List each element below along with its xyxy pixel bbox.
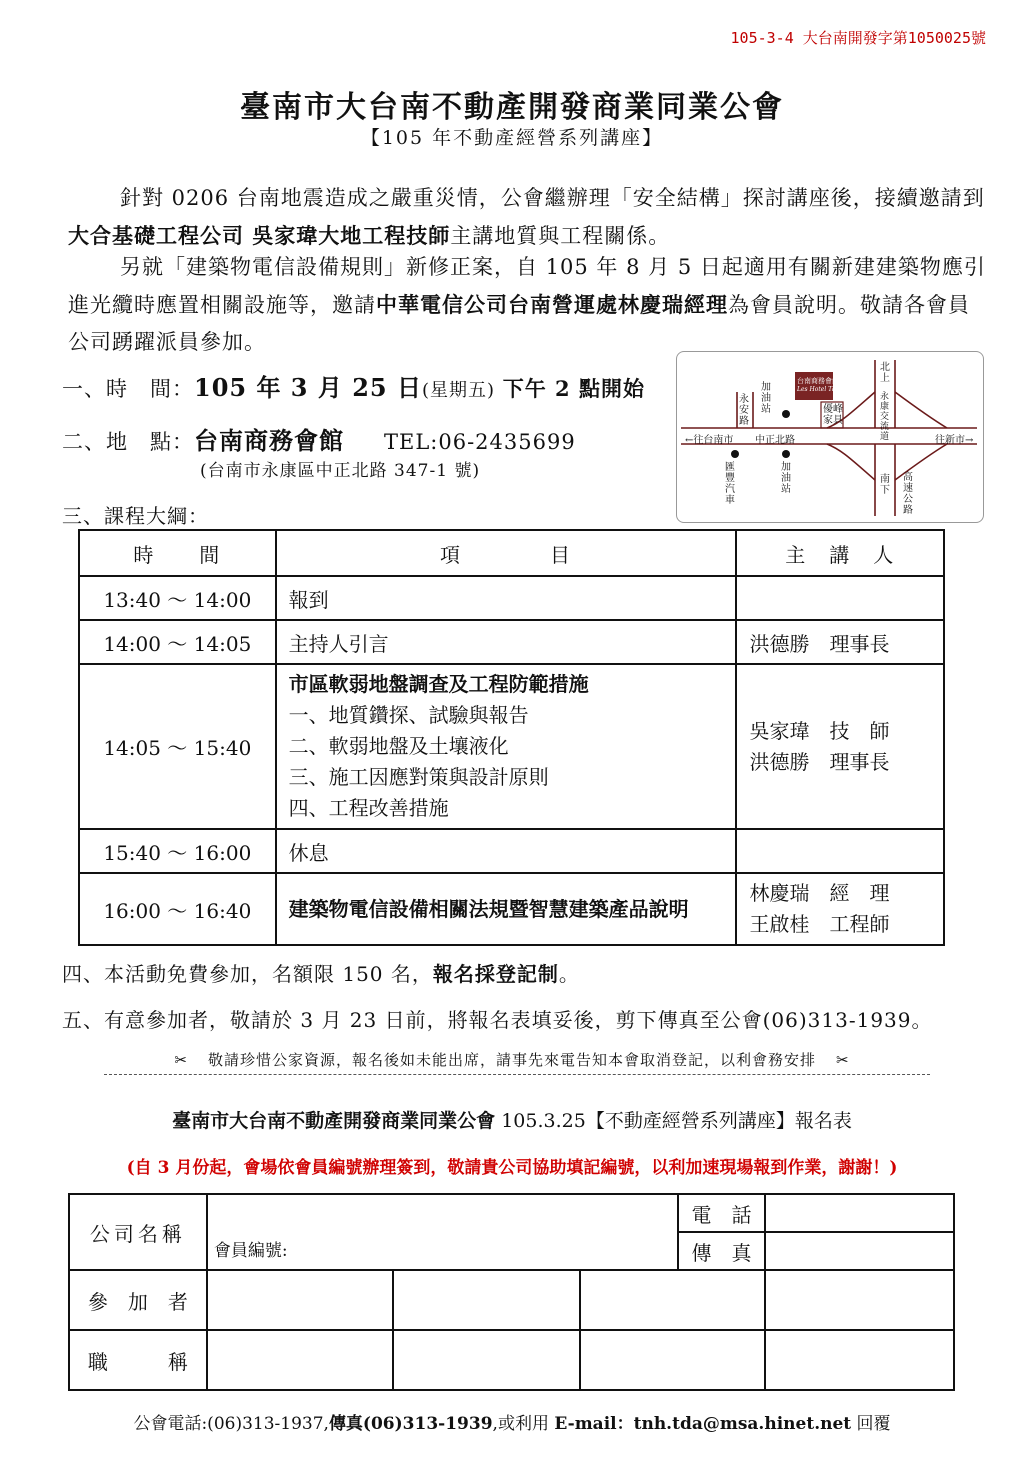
position-field-3[interactable] xyxy=(580,1330,766,1390)
member-no-label: 會員編號: xyxy=(213,1241,288,1261)
intro2-text-a: 另就「建築物電信設備規則」新修正案，自 105 年 8 月 5 日起適用有關新建建築物應引進光纜時應置相關設施等，邀請 xyxy=(68,255,986,317)
map-interchange: 永康交流道 xyxy=(880,392,890,442)
footer-reply: 回覆 xyxy=(851,1414,891,1434)
row-time: 13:40 ～ 14:00 xyxy=(79,576,276,620)
page-title: 臺南市大台南不動產開發商業同業公會 xyxy=(240,90,784,125)
table-row xyxy=(79,664,944,829)
attendee-label: 參 加 者 xyxy=(69,1270,207,1330)
row-time: 15:40 ～ 16:00 xyxy=(79,829,276,873)
company-label: 公司名稱 xyxy=(69,1194,207,1270)
position-field-2[interactable] xyxy=(393,1330,580,1390)
map-gas-station-1: 加油站 xyxy=(761,382,771,415)
row-time: 14:00 ～ 14:05 xyxy=(79,620,276,664)
phone-field[interactable] xyxy=(765,1194,954,1232)
schedule-table xyxy=(78,529,945,946)
event-date: 105 年 3 月 25 日 xyxy=(194,373,422,402)
attendee-field-2[interactable] xyxy=(393,1270,580,1330)
row-speaker xyxy=(736,829,944,873)
table-row xyxy=(79,873,944,945)
reminder-text: 敬請珍惜公家資源，報名後如未能出席，請事先來電告知本會取消登記，以利會務安排 xyxy=(207,1051,816,1069)
speaker: 吳家瑋 技 師 xyxy=(749,718,890,743)
venue-tel: TEL:06-2435699 xyxy=(384,430,576,454)
header-time: 時 間 xyxy=(79,530,276,576)
map-gas-station-2: 加油站 xyxy=(781,462,791,495)
map-highway: 高速公路 xyxy=(903,472,913,516)
scissors-left-icon: ✂ xyxy=(174,1051,188,1069)
map-south: 南下 xyxy=(880,474,890,496)
event-place xyxy=(62,421,576,456)
event-time xyxy=(62,368,645,403)
scissors-right-icon: ✂ xyxy=(836,1051,850,1069)
map-road-center: 中正北路 xyxy=(755,435,795,446)
note-free-admission xyxy=(62,958,580,987)
note-registration: 五、有意參加者，敬請於 3 月 23 日前，將報名表填妥後，剪下傳真至公會(06)313-1939。 xyxy=(62,1008,933,1032)
row-item: 報到 xyxy=(276,576,737,620)
map-yongan-road: 永安路 xyxy=(739,394,749,427)
table-row xyxy=(79,620,944,664)
table-row xyxy=(79,576,944,620)
footer-phone: 公會電話:(06)313-1937, xyxy=(133,1414,329,1434)
venue-name: 台南商務會館 xyxy=(194,426,344,455)
item-sub: 四、工程改善措施 xyxy=(288,796,449,820)
attendee-field-3[interactable] xyxy=(580,1270,766,1330)
map-north: 北上 xyxy=(880,362,890,384)
time-label: 一、時 間： xyxy=(62,377,194,401)
footer-or: ,或利用 xyxy=(492,1414,555,1434)
reminder-line xyxy=(0,1049,1024,1070)
footer-email[interactable]: E-mail：tnh.tda@msa.hinet.net xyxy=(554,1414,852,1434)
outline-label: 三、課程大綱： xyxy=(62,504,209,528)
speaker: 王啟桂 工程師 xyxy=(749,912,890,936)
map-road-west: ←往台南市 xyxy=(685,435,734,446)
note4-a: 四、本活動免費參加，名額限 150 名， xyxy=(62,962,433,986)
row-item: 休息 xyxy=(276,829,737,873)
event-start: 下午 2 點開始 xyxy=(502,376,645,401)
company-field[interactable] xyxy=(207,1194,678,1270)
schedule-header-row xyxy=(79,530,944,576)
registration-note: (自 3 月份起，會場依會員編號辦理簽到，敬請貴公司協助填記編號，以利加速現場報到作業，謝謝！) xyxy=(126,1158,898,1178)
map-dealer: 匯豐汽車 xyxy=(725,462,735,506)
table-row xyxy=(79,829,944,873)
footer-contact xyxy=(0,1409,1024,1434)
note4-b: 報名採登記制 xyxy=(432,962,559,986)
row-speaker xyxy=(736,576,944,620)
item-sub: 三、施工因應對策與設計原則 xyxy=(288,765,549,789)
row-item: 主持人引言 xyxy=(276,620,737,664)
item-sub: 一、地質鑽探、試驗與報告 xyxy=(288,703,529,727)
row-item xyxy=(276,664,737,829)
cut-line xyxy=(104,1074,930,1075)
fax-field[interactable] xyxy=(765,1232,954,1270)
speaker: 林慶瑞 經 理 xyxy=(749,881,890,905)
intro2-text-c: 為會員說明。敬請各會員公司踴躍派員參加。 xyxy=(68,293,970,354)
row-speaker: 洪德勝 理事長 xyxy=(736,620,944,664)
map-hotel: 台南商務會館 xyxy=(797,377,839,385)
location-map xyxy=(676,351,984,523)
document-number: 105-3-4 大台南開發字第1050025號 xyxy=(730,29,986,47)
row-item: 建築物電信設備相關法規暨智慧建築產品說明 xyxy=(276,873,737,945)
intro-paragraph-2 xyxy=(68,249,988,361)
attendee-field-1[interactable] xyxy=(207,1270,394,1330)
registration-title xyxy=(0,1106,1024,1133)
map-store: 優峰家具 xyxy=(823,404,843,426)
phone-label: 電 話 xyxy=(678,1194,766,1232)
intro1-text-a: 針對 0206 台南地震造成之嚴重災情，公會繼辦理「安全結構」探討講座後，接續邀請到 xyxy=(120,186,985,210)
place-label: 二、地 點： xyxy=(62,430,194,454)
intro2-speaker: 中華電信公司台南營運處林慶瑞經理 xyxy=(376,292,728,317)
row-time: 14:05 ～ 15:40 xyxy=(79,664,276,829)
header-item: 項 目 xyxy=(276,530,737,576)
event-weekday: (星期五) xyxy=(421,380,496,401)
registration-form xyxy=(68,1193,955,1391)
intro-paragraph-1 xyxy=(68,180,988,255)
row-speaker xyxy=(736,664,944,829)
reg-title-rest: 105.3.25【不動產經營系列講座】報名表 xyxy=(495,1110,852,1132)
map-hotel-en: Les Hotel Tainan xyxy=(797,386,849,393)
fax-label: 傳 真 xyxy=(678,1232,766,1270)
row-time: 16:00 ～ 16:40 xyxy=(79,873,276,945)
position-field-1[interactable] xyxy=(207,1330,394,1390)
note4-c: 。 xyxy=(558,962,580,986)
reg-title-org: 臺南市大台南不動產開發商業同業公會 xyxy=(172,1110,496,1132)
row-speaker xyxy=(736,873,944,945)
map-road-east: 往新市→ xyxy=(935,435,974,446)
attendee-field-4[interactable] xyxy=(765,1270,954,1330)
position-field-4[interactable] xyxy=(765,1330,954,1390)
position-label: 職 稱 xyxy=(69,1330,207,1390)
header-speaker: 主 講 人 xyxy=(736,530,944,576)
footer-fax: 傳真(06)313-1939 xyxy=(328,1414,493,1434)
venue-address: (台南市永康區中正北路 347-1 號) xyxy=(200,461,481,481)
speaker: 洪德勝 理事長 xyxy=(749,749,890,774)
item-title: 市區軟弱地盤調查及工程防範措施 xyxy=(288,672,589,696)
intro1-speaker: 大合基礎工程公司 吳家瑋大地工程技師 xyxy=(68,223,451,248)
page-subtitle: 【105 年不動產經營系列講座】 xyxy=(360,127,664,149)
intro1-text-c: 主講地質與工程關係。 xyxy=(450,224,671,248)
item-sub: 二、軟弱地盤及土壤液化 xyxy=(288,734,509,758)
